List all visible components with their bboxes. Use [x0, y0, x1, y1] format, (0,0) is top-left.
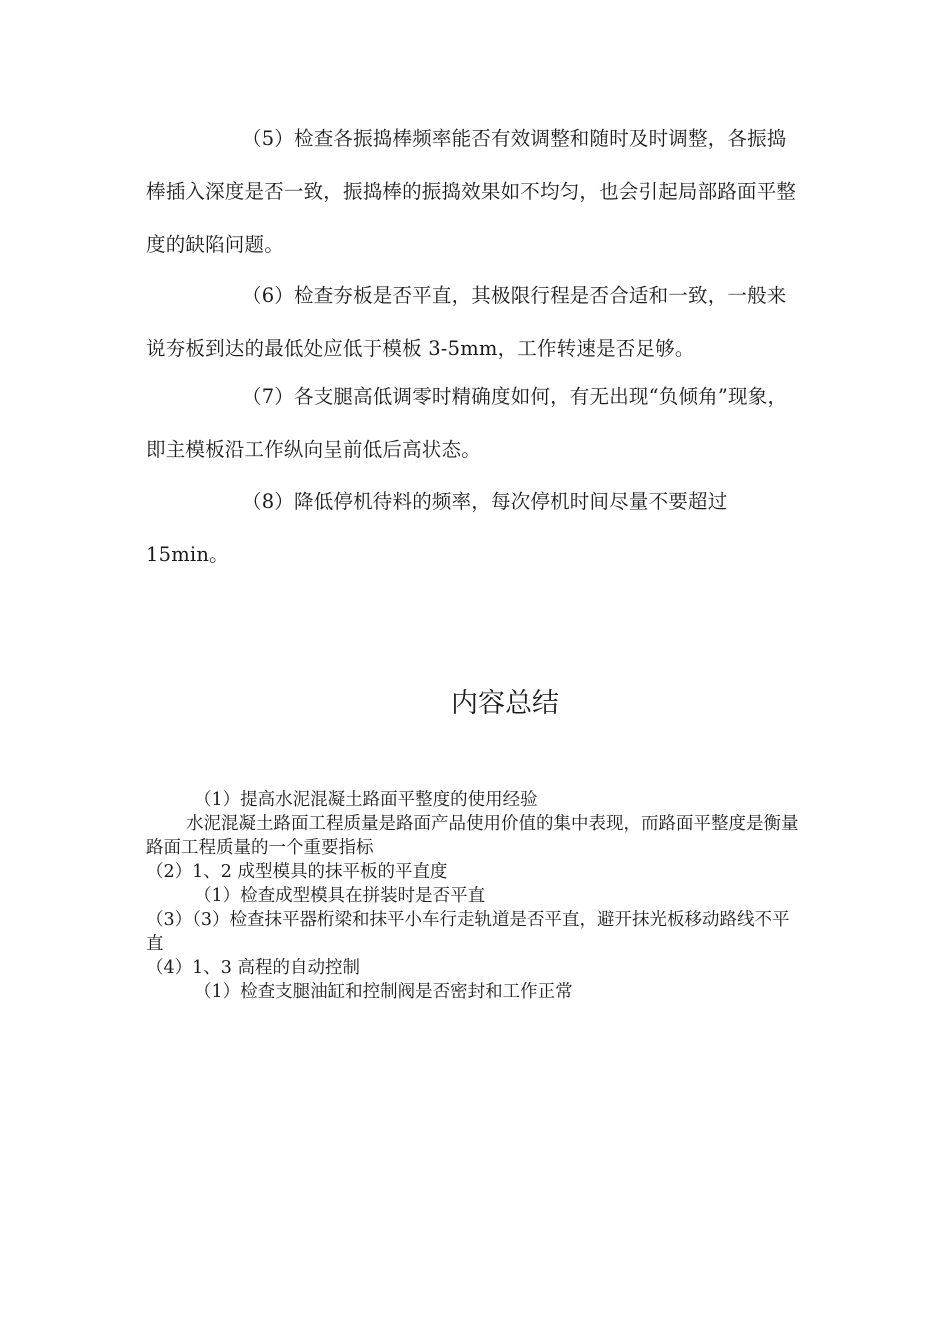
paragraph-8: （8）降低停机待料的频率，每次停机时间尽量不要超过15min。: [146, 490, 728, 566]
summary-line: （1）提高水泥混凝土路面平整度的使用经验: [194, 790, 538, 810]
summary-line: （2）1、2 成型模具的抹平板的平直度: [146, 862, 448, 882]
summary-line: （1）检查支腿油缸和控制阀是否密封和工作正常: [194, 982, 573, 1002]
summary-line: （4）1、3 高程的自动控制: [146, 958, 360, 978]
summary-title: 内容总结: [451, 688, 559, 719]
summary-section: [146, 788, 806, 1004]
summary-line: （3）（3）检查抹平器桁梁和抹平小车行走轨道是否平直，避开抹光板移动路线不平直: [146, 910, 790, 954]
summary-line: 水泥混凝土路面工程质量是路面产品使用价值的集中表现，而路面平整度是衡量路面工程质量的一个重要指标: [146, 814, 799, 858]
summary-line: （1）检查成型模具在拼装时是否平直: [194, 886, 486, 906]
paragraph-7: （7）各支腿高低调零时精确度如何，有无出现“负倾角”现象，即主模板沿工作纵向呈前低后高状态。: [146, 385, 788, 461]
paragraph-6: （6）检查夯板是否平直，其极限行程是否合适和一致，一般来说夯板到达的最低处应低于模板 3-5mm，工作转速是否足够。: [146, 284, 787, 360]
paragraph-5: （5）检查各振捣棒频率能否有效调整和随时及时调整，各振捣棒插入深度是否一致，振捣棒的振捣效果如不均匀，也会引起局部路面平整度的缺陷问题。: [146, 127, 797, 256]
